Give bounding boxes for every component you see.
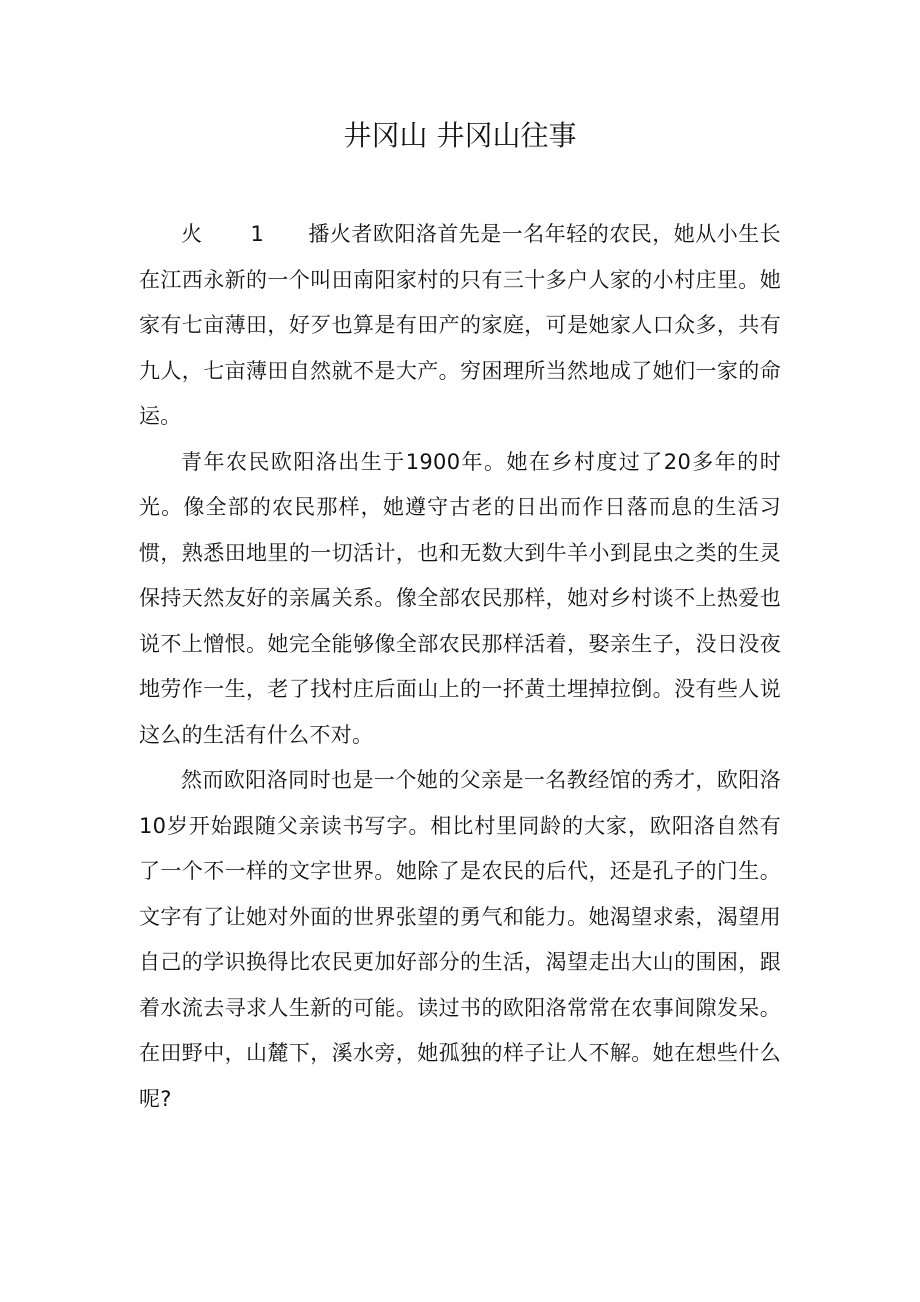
paragraph-1-lead-number: 1 (250, 222, 265, 246)
paragraph-1-text: 播火者欧阳洛首先是一名年轻的农民，她从小生长在江西永新的一个叫田南阳家村的只有三十多户人家的小村庄里。她家有七亩薄田，好歹也算是有田产的家庭，可是她家人口众多，共有九人，七亩薄田自然就不是大产。穷困理所当然地成了她们一家的命运。 (139, 222, 781, 428)
paragraph-1 (139, 212, 781, 440)
document-title: 井冈山 井冈山往事 (343, 119, 577, 152)
document-body (139, 212, 781, 1122)
paragraph-1-lead-char: 火 (181, 222, 203, 246)
paragraph-2: 青年农民欧阳洛出生于1900年。她在乡村度过了20多年的时光。像全部的农民那样，她遵守古老的日出而作日落而息的生活习惯，熟悉田地里的一切活计，也和无数大到牛羊小到昆虫之类的生灵保持天然友好的亲属关系。像全部农民那样，她对乡村谈不上热爱也说不上憎恨。她完全能够像全部农民那样活着，娶亲生子，没日没夜地劳作一生，老了找村庄后面山上的一抔黄土埋掉拉倒。没有些人说这么的生活有什么不对。 (139, 449, 781, 747)
paragraph-3: 然而欧阳洛同时也是一个她的父亲是一名教经馆的秀才，欧阳洛10岁开始跟随父亲读书写字。相比村里同龄的大家，欧阳洛自然有了一个不一样的文字世界。她除了是农民的后代，还是孔子的门生。文字有了让她对外面的世界张望的勇气和能力。她渴望求索，渴望用自己的学识换得比农民更加好部分的生活，渴望走出大山的围困，跟着水流去寻求人生新的可能。读过书的欧阳洛常常在农事间隙发呆。在田野中，山麓下，溪水旁，她孤独的样子让人不解。她在想些什么呢? (139, 768, 781, 1111)
